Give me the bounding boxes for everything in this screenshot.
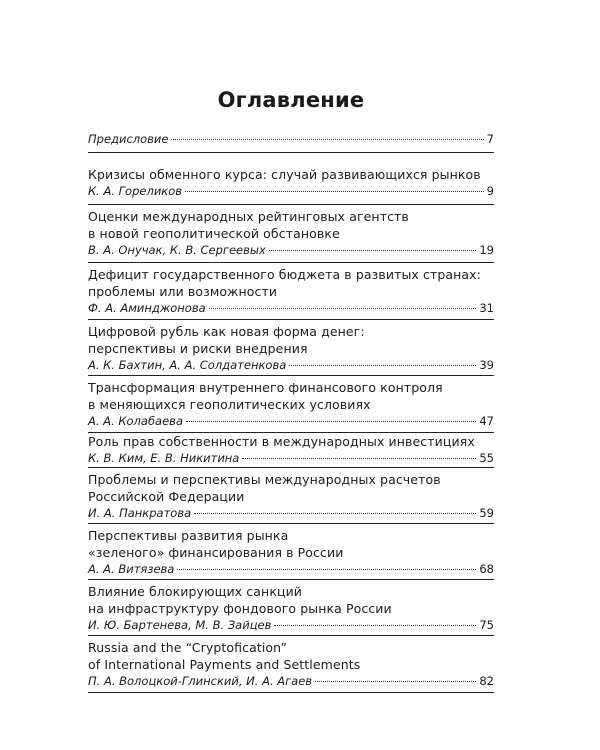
page-number: 59 bbox=[479, 506, 494, 520]
page-number: 31 bbox=[479, 301, 494, 315]
toc-entry[interactable] bbox=[88, 527, 494, 577]
dot-leader bbox=[194, 513, 476, 514]
dot-leader bbox=[177, 569, 476, 570]
divider bbox=[88, 375, 494, 376]
dot-leader bbox=[289, 365, 476, 366]
dot-leader bbox=[185, 191, 484, 192]
toc-entry-title-line: «зеленого» финансирования в России bbox=[88, 545, 344, 560]
dot-leader bbox=[315, 681, 476, 682]
toc-entry-authors: Ф. А. Аминджонова bbox=[88, 301, 206, 315]
toc-entry-authors: А. А. Колабаева bbox=[88, 414, 183, 428]
page-number: 82 bbox=[479, 674, 494, 688]
page-number: 47 bbox=[479, 414, 494, 428]
divider bbox=[88, 635, 494, 636]
toc-entry-authors: К. В. Ким, Е. В. Никитина bbox=[88, 451, 240, 465]
toc-entry-authors-line bbox=[88, 561, 494, 577]
toc-entry-authors: П. А. Волоцкой-Глинский, И. А. Агаев bbox=[88, 674, 313, 688]
toc-entry-title bbox=[88, 639, 494, 673]
toc-entry[interactable] bbox=[88, 166, 494, 199]
toc-entry-authors-line bbox=[88, 673, 494, 689]
toc-entry-label: Предисловие bbox=[88, 132, 169, 146]
toc-entry-title-line: Перспективы развития рынка bbox=[88, 528, 289, 543]
dot-leader bbox=[274, 625, 476, 626]
toc-entry-authors: И. А. Панкратова bbox=[88, 506, 192, 520]
toc-entry-title bbox=[88, 166, 494, 183]
toc-entry[interactable] bbox=[88, 583, 494, 633]
divider bbox=[88, 692, 494, 693]
toc-entry-authors-line bbox=[88, 413, 494, 429]
divider bbox=[88, 152, 494, 153]
toc-entry-title-line: Трансформация внутреннего финансового контроля bbox=[88, 380, 443, 395]
toc-entry[interactable] bbox=[88, 323, 494, 373]
page-number: 39 bbox=[479, 358, 494, 372]
toc-entry-authors: И. Ю. Бартенева, М. В. Зайцев bbox=[88, 618, 272, 632]
toc-entry-title-line: Российской Федерации bbox=[88, 489, 245, 504]
toc-entry-authors-line bbox=[88, 183, 494, 199]
toc-entry-title bbox=[88, 379, 494, 413]
toc-entry-authors: А. А. Витязева bbox=[88, 562, 175, 576]
toc-entry-title-line: Проблемы и перспективы международных расчетов bbox=[88, 472, 441, 487]
toc-entry-line bbox=[88, 131, 494, 147]
toc-entry-title bbox=[88, 471, 494, 505]
toc-entry-title bbox=[88, 323, 494, 357]
toc-entry-authors-line bbox=[88, 300, 494, 316]
toc-entry-title-line: в меняющихся геополитических условиях bbox=[88, 397, 371, 412]
divider bbox=[88, 579, 494, 580]
toc-entry-title-line: Дефицит государственного бюджета в развитых странах: bbox=[88, 267, 481, 282]
toc-entry-title-line: в новой геополитической обстановке bbox=[88, 226, 340, 241]
toc-entry-title-line: Влияние блокирующих санкций bbox=[88, 584, 303, 599]
dot-leader bbox=[269, 250, 477, 251]
toc-entry-title-line: Russia and the “Cryptoﬁcation” bbox=[88, 640, 288, 655]
toc-entry[interactable] bbox=[88, 433, 494, 466]
dot-leader bbox=[171, 139, 483, 140]
divider bbox=[88, 204, 494, 205]
toc-entry-title bbox=[88, 583, 494, 617]
toc-entry-title bbox=[88, 527, 494, 561]
toc-entry[interactable] bbox=[88, 379, 494, 429]
page-number: 75 bbox=[479, 618, 494, 632]
dot-leader bbox=[242, 458, 476, 459]
toc-entry-title-line: перспективы и риски внедрения bbox=[88, 341, 308, 356]
toc-entry-authors: К. А. Гореликов bbox=[88, 184, 183, 198]
toc-entry-authors-line bbox=[88, 450, 494, 466]
toc-entry-preface[interactable] bbox=[88, 131, 494, 147]
toc-entry-title-line: of International Payments and Settlements bbox=[88, 657, 361, 672]
toc-entry-title-line: проблемы или возможности bbox=[88, 284, 278, 299]
toc-entry-title bbox=[88, 208, 494, 242]
toc-entry-title-line: Оценки международных рейтинговых агентств bbox=[88, 209, 409, 224]
toc-entry-title bbox=[88, 266, 494, 300]
page-title: Оглавление bbox=[217, 88, 365, 112]
toc-entry-title-line: Роль прав собственности в международных инвестициях bbox=[88, 434, 475, 449]
toc-entry[interactable] bbox=[88, 639, 494, 689]
toc-entry-title-line: на инфраструктуру фондового рынка России bbox=[88, 601, 392, 616]
divider bbox=[88, 467, 494, 468]
page-number: 68 bbox=[479, 562, 494, 576]
toc-entry-title bbox=[88, 433, 494, 450]
toc-entry-authors-line bbox=[88, 617, 494, 633]
toc-entry[interactable] bbox=[88, 208, 494, 258]
toc-entry[interactable] bbox=[88, 266, 494, 316]
dot-leader bbox=[209, 308, 477, 309]
page-number: 7 bbox=[486, 132, 494, 146]
toc-entry-authors: А. К. Бахтин, А. А. Солдатенкова bbox=[88, 358, 287, 372]
toc-entry-authors-line bbox=[88, 357, 494, 373]
divider bbox=[88, 319, 494, 320]
dot-leader bbox=[186, 421, 476, 422]
page-number: 9 bbox=[486, 184, 494, 198]
toc-entry-title-line: Цифровой рубль как новая форма денег: bbox=[88, 324, 365, 339]
toc-entry-title-line: Кризисы обменного курса: случай развивающихся рынков bbox=[88, 167, 481, 182]
page-number: 55 bbox=[479, 451, 494, 465]
toc-entry-authors-line bbox=[88, 505, 494, 521]
toc-entry[interactable] bbox=[88, 471, 494, 521]
divider bbox=[88, 523, 494, 524]
page-number: 19 bbox=[479, 243, 494, 257]
toc-entry-authors-line bbox=[88, 242, 494, 258]
toc-entry-authors: В. А. Онучак, К. В. Сергеевых bbox=[88, 243, 266, 257]
divider bbox=[88, 262, 494, 263]
